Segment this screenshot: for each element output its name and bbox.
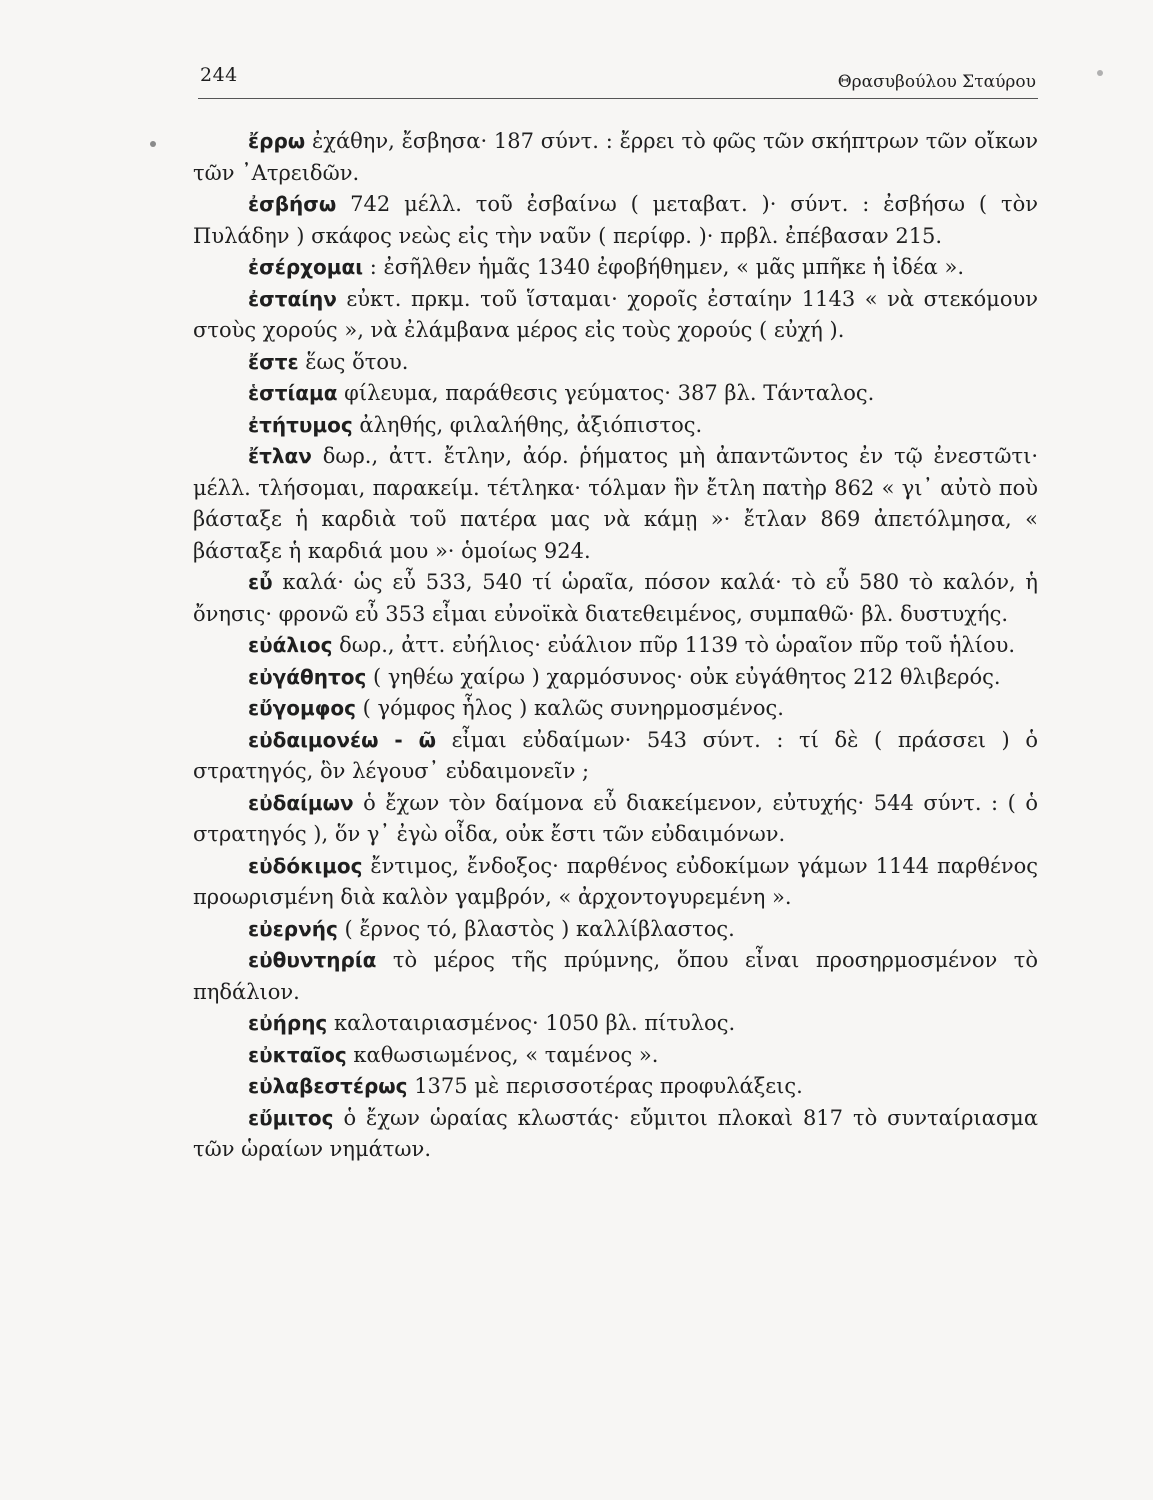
entry-lemma: εὖ: [248, 570, 273, 594]
entry-definition: ἕως ὅτου.: [298, 349, 409, 374]
entry-definition: 1375 μὲ περισσοτέρας προφυλάξεις.: [407, 1074, 803, 1098]
glossary-entry: [193, 441, 1038, 567]
entry-definition: 742 μέλλ. τοῦ ἐσβαίνω ( μεταβατ. )· σύντ. : ἐσβήσω ( τὸν Πυλάδην ) σκάφος νεὼς εἰς τὴν ναῦν ( περίφρ. )· πρβλ. ἐπέβασαν 215.: [193, 192, 1038, 248]
entry-definition: : ἐσῆλθεν ἡμᾶς 1340 ἐφοβήθημεν, « μᾶς μπῆκε ἡ ἰδέα ».: [363, 255, 965, 279]
entry-definition: δωρ., ἀττ. ἔτλην, ἀόρ. ῥήματος μὴ ἀπαντῶντος ἐν τῷ ἐνεστῶτι· μέλλ. τλήσομαι, παρακείμ. τέτληκα· τόλμαν ἣν ἔτλη πατὴρ 862 « γι᾿ αὐτὸ ποὺ βάσταξε ἡ καρδιὰ τοῦ πατέρα μας νὰ κάμῃ »· ἔτλαν 869 ἀπετόλμησα, « βάσταξε ἡ καρδιά μου »· ὁμοίως 924.: [193, 444, 1038, 563]
entry-definition: καλοταιριασμένος· 1050 βλ. πίτυλος.: [327, 1011, 736, 1035]
glossary-entry: [193, 914, 1038, 946]
entry-definition: ὁ ἔχων τὸν δαίμονα εὖ διακείμενον, εὐτυχής· 544 σύντ. : ( ὁ στρατηγός ), ὅν γ᾿ ἐγὼ οἶδα, οὐκ ἔστι τῶν εὐδαιμόνων.: [193, 790, 1038, 846]
entry-lemma: ἔρρω: [248, 129, 306, 153]
glossary-entry: [193, 284, 1038, 347]
entry-definition: ὁ ἔχων ὡραίας κλωστάς· εὔμιτοι πλοκαὶ 817 τὸ συνταίριασμα τῶν ὡραίων νημάτων.: [193, 1105, 1038, 1161]
entry-lemma: εὔγομφος: [248, 696, 356, 720]
glossary-entry: [193, 945, 1038, 1008]
glossary-entry: [193, 662, 1038, 694]
glossary-entry: [193, 1040, 1038, 1072]
entry-lemma: εὐθυντηρία: [248, 948, 377, 972]
glossary-entry: [193, 378, 1038, 410]
glossary-entries: [193, 126, 1038, 1166]
entry-definition: ἀληθής, φιλαλήθης, ἀξιόπιστος.: [352, 412, 703, 437]
glossary-entry: [193, 189, 1038, 252]
entry-definition: ( γηθέω χαίρω ) χαρμόσυνος· οὐκ εὐγάθητος 212 θλιβερός.: [366, 664, 1001, 689]
entry-lemma: ἐτήτυμος: [248, 412, 353, 437]
entry-definition: δωρ., ἀττ. εὐήλιος· εὐάλιον πῦρ 1139 τὸ ὡραῖον πῦρ τοῦ ἡλίου.: [332, 633, 1016, 657]
glossary-entry: [193, 693, 1038, 725]
entry-lemma: εὐάλιος: [248, 633, 333, 657]
entry-lemma: ἐσέρχομαι: [248, 255, 364, 279]
entry-definition: ἐχάθην, ἔσβησα· 187 σύντ. : ἔρρει τὸ φῶς τῶν σκήπτρων τῶν οἴκων τῶν ᾿Ατρειδῶν.: [193, 129, 1038, 185]
glossary-entry: [193, 851, 1038, 914]
entry-lemma: ἐσταίην: [248, 286, 337, 311]
entry-lemma: εὐερνής: [248, 916, 338, 941]
entry-lemma: εὔμιτος: [248, 1105, 334, 1130]
entry-definition: εἶμαι εὐδαίμων· 543 σύντ. : τί δὲ ( πράσσει ) ὁ στρατηγός, ὃν λέγουσ᾿ εὐδαιμονεῖν ;: [193, 727, 1038, 783]
glossary-entry: [193, 1071, 1038, 1103]
glossary-entry: [193, 788, 1038, 851]
entry-definition: καλά· ὡς εὖ 533, 540 τί ὡραῖα, πόσον καλά· τὸ εὖ 580 τὸ καλόν, ἡ ὄνησις· φρονῶ εὖ 353 εἶμαι εὐνοϊκὰ διατεθειμένος, συμπαθῶ· βλ. δυστυχής.: [193, 570, 1038, 626]
entry-definition: καθωσιωμένος, « ταμένος ».: [346, 1042, 659, 1067]
entry-lemma: εὐδόκιμος: [248, 853, 363, 878]
entry-definition: φίλευμα, παράθεσις γεύματος· 387 βλ. Τάνταλος.: [337, 381, 875, 405]
margin-mark-right: [1097, 70, 1103, 76]
entry-lemma: εὐδαίμων: [248, 790, 354, 815]
glossary-entry: [193, 252, 1038, 284]
entry-definition: ἔντιμος, ἔνδοξος· παρθένος εὐδοκίμων γάμων 1144 παρθένος προωρισμένη διὰ καλὸν γαμβρόν, « ἀρχοντογυρεμένη ».: [193, 853, 1038, 909]
glossary-entry: [193, 725, 1038, 788]
entry-definition: εὐκτ. πρκμ. τοῦ ἵσταμαι· χοροῖς ἐσταίην 1143 « νὰ στεκόμουν στοὺς χορούς », νὰ ἐλάμβανα μέρος εἰς τοὺς χορούς ( εὐχή ).: [193, 286, 1038, 342]
glossary-entry: [193, 567, 1038, 630]
margin-mark: [150, 141, 156, 147]
entry-lemma: εὐγάθητος: [248, 664, 367, 689]
page-number: 244: [200, 64, 238, 86]
entry-lemma: εὐδαιμονέω - ῶ: [248, 727, 436, 752]
entry-definition: τὸ μέρος τῆς πρύμνης, ὅπου εἶναι προσηρμοσμένον τὸ πηδάλιον.: [193, 948, 1038, 1004]
page-header: [198, 62, 1038, 99]
entry-lemma: ἑστίαμα: [248, 381, 338, 405]
entry-lemma: εὐκταῖος: [248, 1042, 347, 1067]
entry-lemma: ἔστε: [248, 349, 299, 374]
entry-lemma: εὐήρης: [248, 1011, 328, 1035]
entry-lemma: ἔτλαν: [248, 444, 312, 468]
running-head: Θρασυβούλου Σταύρου: [837, 72, 1036, 92]
glossary-entry: [193, 347, 1038, 379]
glossary-entry: [193, 126, 1038, 189]
entry-lemma: ἐσβήσω: [248, 192, 337, 216]
glossary-entry: [193, 1008, 1038, 1040]
entry-lemma: εὐλαβεστέρως: [248, 1074, 408, 1098]
entry-definition: ( ἔρνος τό, βλαστὸς ) καλλίβλαστος.: [337, 916, 735, 941]
glossary-entry: [193, 1103, 1038, 1166]
glossary-entry: [193, 630, 1038, 662]
glossary-entry: [193, 410, 1038, 442]
entry-definition: ( γόμφος ἧλος ) καλῶς συνηρμοσμένος.: [355, 696, 784, 720]
